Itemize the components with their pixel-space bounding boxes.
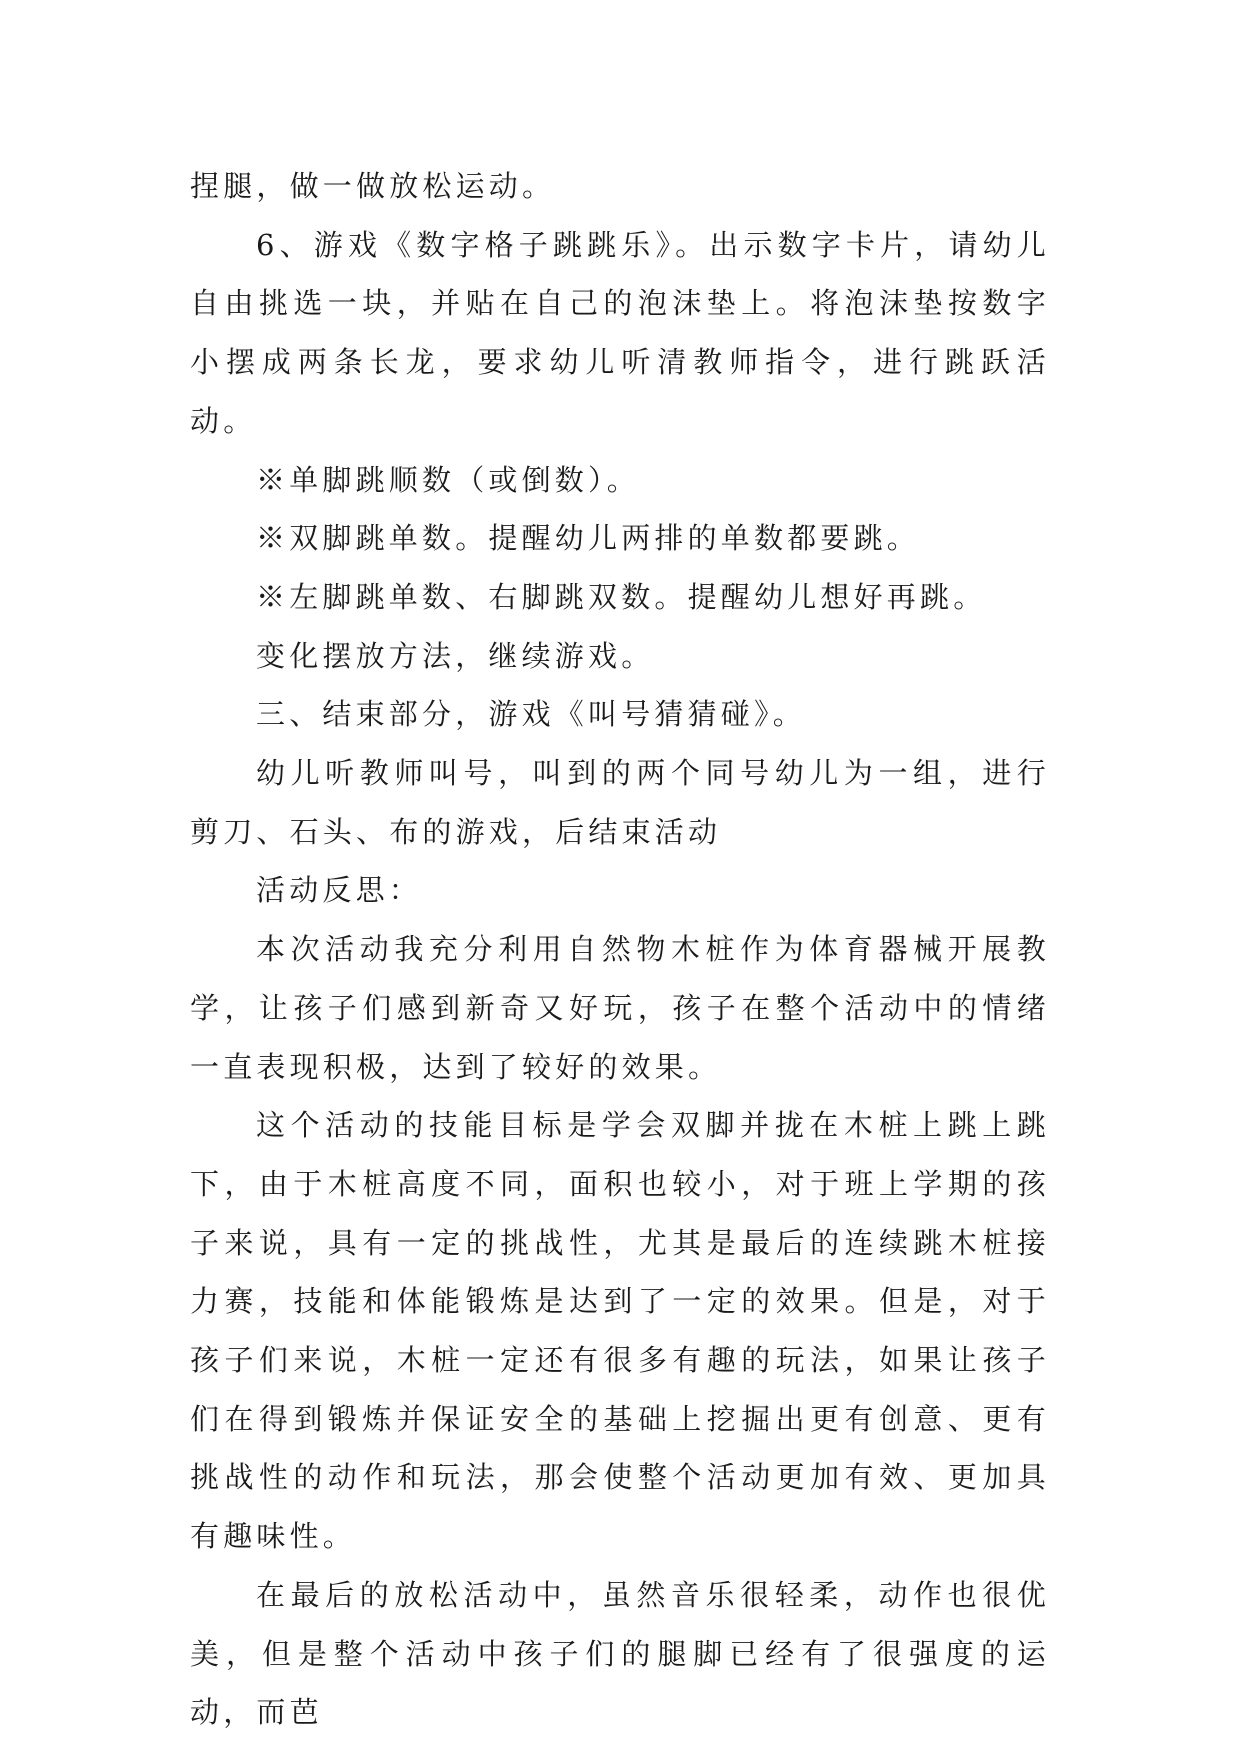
section-heading: 三、结束部分，游戏《叫号猜猜碰》。 [256,697,806,732]
paragraph: 捏腿，做一做放松运动。 [190,169,556,203]
paragraph: 本次活动我充分利用自然物木桩作为体育器械开展教学，让孩子们感到新奇又好玩，孩子在整个活动中的情绪一直表现积极，达到了较好的效果。 [190,932,1050,1084]
section-heading: 活动反思： [256,873,423,908]
list-item: ※左脚跳单数、右脚跳双数。提醒幼儿想好再跳。 [256,579,987,614]
list-item: ※双脚跳单数。提醒幼儿两排的单数都要跳。 [256,521,921,556]
list-item: ※单脚跳顺数（或倒数）。 [256,462,640,497]
paragraph: 幼儿听教师叫号，叫到的两个同号幼儿为一组，进行剪刀、石头、布的游戏，后结束活动 [190,756,1050,849]
paragraph: 变化摆放方法，继续游戏。 [256,638,655,673]
document-body [190,157,1050,1742]
paragraph: 在最后的放松活动中，虽然音乐很轻柔，动作也很优美，但是整个活动中孩子们的腿脚已经有了很强度的运动，而芭 [190,1577,1050,1730]
paragraph: 这个活动的技能目标是学会双脚并拢在木桩上跳上跳下，由于木桩高度不同，面积也较小，对于班上学期的孩子来说，具有一定的挑战性，尤其是最后的连续跳木桩接力赛，技能和体能锻炼是达到了一定的效果。但是，对于孩子们来说，木桩一定还有很多有趣的玩法，如果让孩子们在得到锻炼并保证安全的基础上挖掘出更有创意、更有挑战性的动作和玩法，那会使整个活动更加有效、更加具有趣味性。 [190,1108,1050,1554]
paragraph: 6、游戏《数字格子跳跳乐》。出示数字卡片，请幼儿自由挑选一块，并贴在自己的泡沫垫上。将泡沫垫按数字小摆成两条长龙，要求幼儿听清教师指令，进行跳跃活动。 [190,227,1050,438]
